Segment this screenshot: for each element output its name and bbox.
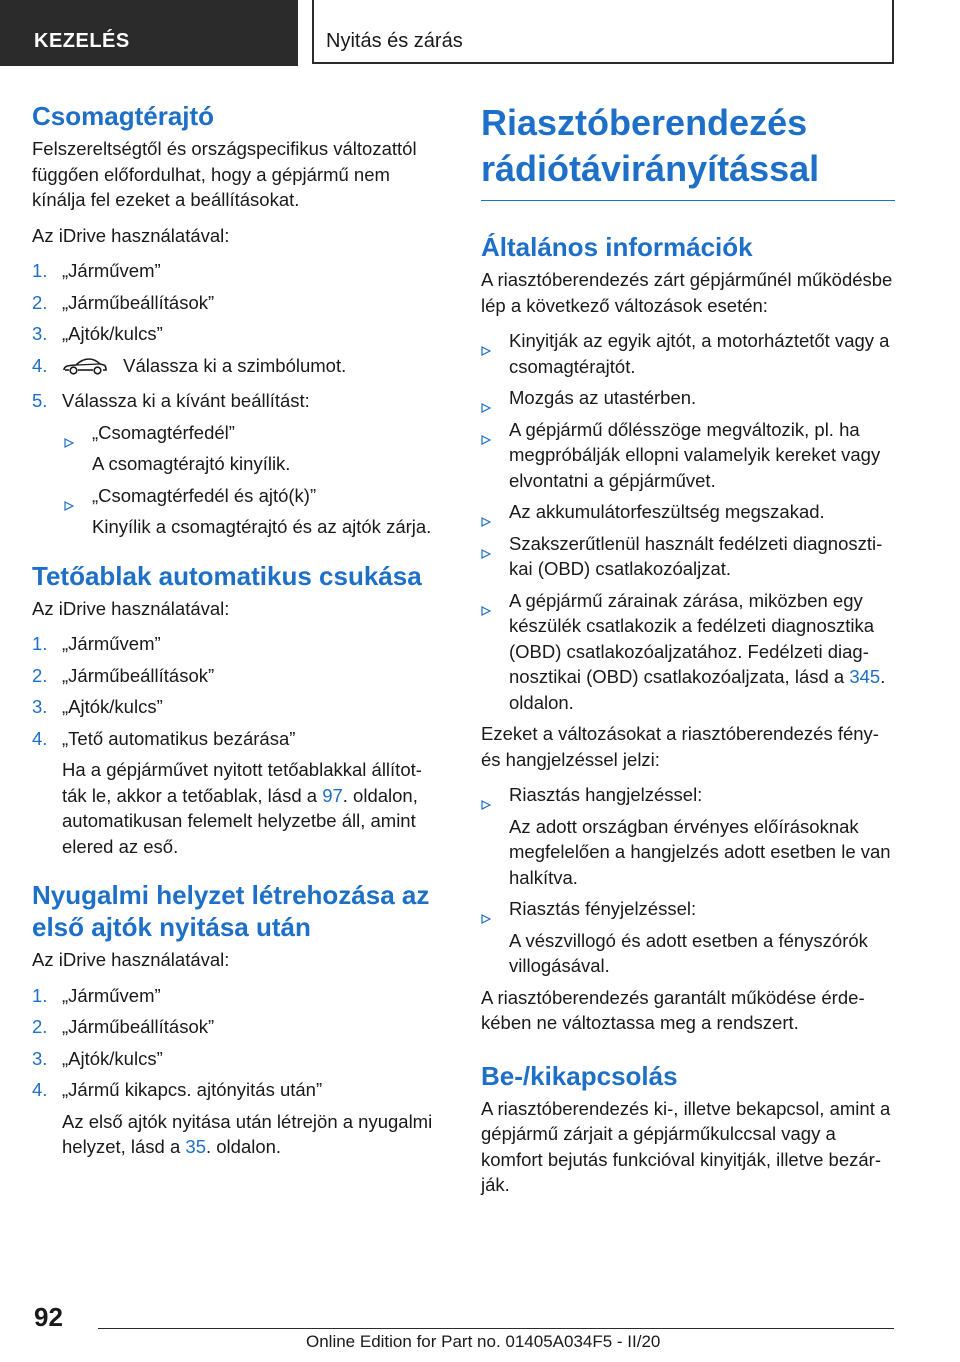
car-outline-icon [62,356,108,383]
list-item: Az akkumulátorfeszültség megszakad. [481,499,895,525]
list-item: A gépjármű dőlésszöge megváltozik, pl. ha megpróbálják ellopni valamelyik kereket vagy elvontatni a gépjárművet. [481,417,895,494]
option-item [62,420,440,477]
step-text: „Jármű kikapcs. ajtónyitás után” [62,1079,323,1100]
section-title-sunroof: Tetőablak automatikus csukása [32,560,422,591]
footer-rule [98,1328,894,1329]
page-link[interactable]: 97 [322,784,343,806]
list-item: Szakszerűtlenül használt fedélzeti diagnosztikai (OBD) csatlakozóaljzat. [481,531,895,582]
step-text: „Járműbeállítások” [62,664,215,686]
rest-steps [32,983,440,1160]
signal-list [481,782,895,979]
triangle-right-icon [481,905,491,931]
tailgate-steps [32,258,440,540]
general-intro: A riasztóberendezés zárt gépjárműnél működésbe lép a következő változások esetén: [481,269,893,316]
left-column [32,100,440,1166]
list-item [32,631,440,657]
tailgate-intro: Felszereltségtől és országspecifikus változattól függően előfordulhat, hogy a gépjármű nem kínálja fel ezeket a beállításokat. [32,138,417,210]
rest-idrive: Az iDrive használatával: [32,949,230,970]
step-number: 1. [32,984,48,1006]
step-number: 1. [32,260,48,281]
step-text: Válassza ki a kívánt beállítást: [62,390,310,411]
list-item [32,663,440,689]
list-item [32,321,440,347]
option-item [62,483,440,540]
section-title-rest-mode: Nyugalmi helyzet létrehozása az első ajtók nyitása után [32,880,430,942]
step-number: 4. [32,354,48,376]
step-text: „Járműbeállítások” [62,1016,215,1037]
signal-label: Riasztás hangjelzéssel: [509,784,703,805]
step-number: 2. [32,1016,48,1037]
section-tab: KEZELÉS [0,0,298,66]
step-number: 3. [32,696,48,717]
triangle-right-icon [481,426,491,452]
signal-label: Riasztás fényjelzéssel: [509,898,697,919]
option-desc: A csomagtérajtó kinyílik. [92,453,291,474]
step-text: „Ajtók/kulcs” [62,696,163,717]
step-number: 1. [32,633,48,654]
list-item [32,353,440,383]
page-link[interactable]: 345 [849,666,881,687]
step-text: „Tető automatikus bezárása” [62,727,296,749]
triangle-right-icon [481,540,491,566]
step-number: 2. [32,291,48,313]
list-item [32,1046,440,1072]
step-number: 3. [32,323,48,344]
list-item [32,983,440,1009]
list-item [32,726,440,860]
list-item [481,782,895,890]
guarantee-text: A riasztóberendezés garantált működése érdekében ne változtassa meg a rendszert. [481,986,865,1033]
list-item [32,1014,440,1040]
list-item [32,290,440,316]
step-number: 2. [32,664,48,686]
step-text: „Járművem” [62,633,161,654]
sunroof-steps [32,631,440,859]
step-text: „Járművem” [62,260,161,281]
page-number: 92 [34,1302,63,1332]
step-text: „Ajtók/kulcs” [62,323,163,344]
step-desc: Az első ajtók nyitása után létrejön a nyugalmi helyzet, lásd a 35. oldalon. [62,1110,433,1157]
list-item [32,388,440,540]
page-footer [0,1290,960,1362]
triangle-right-icon [64,429,74,455]
list-item: Kinyitják az egyik ajtót, a motorháztetőt vagy a csomagtérajtót. [481,328,895,379]
list-item: A gépjármű zárainak zárása, miközben egy készülék csatlakozik a fedélzeti diagnosztika (OBD) csatlakozóaljzatához. Fedélzeti diagnosztikai (OBD) csatlakozóaljzata, lásd a 345. oldalon. [481,588,895,716]
step-text: „Járműbeállítások” [62,291,215,313]
signal-desc: A vészvillogó és adott esetben a fényszórók villogásával. [509,929,868,976]
step-text: „Járművem” [62,984,161,1006]
option-desc: Kinyílik a csomagtérajtó és az ajtók zárja. [92,516,432,537]
option-label: „Csomagtérfedél és ajtó(k)” [92,484,317,506]
edition-text: Online Edition for Part no. 01405A034F5 - II/20 [306,1332,661,1351]
step-number: 3. [32,1047,48,1069]
section-title-onoff: Be-/kikapcsolás [481,1060,678,1091]
section-title-general: Általános információk [481,232,753,262]
heading-rule [481,200,895,201]
right-column [481,100,895,1208]
list-item [32,258,440,284]
page-header [0,0,960,66]
step-desc: Ha a gépjárművet nyitott tetőablakkal állították le, akkor a tetőablak, lásd a 97. oldalon, automatikusan felemelt helyzetbe áll, amint elered az eső. [62,759,422,857]
step-text: „Ajtók/kulcs” [62,1047,163,1069]
list-item: Mozgás az utastérben. [481,385,895,411]
step-number: 4. [32,727,48,749]
step-number: 4. [32,1079,48,1100]
page-link[interactable]: 35 [185,1136,206,1157]
step-text: Válassza ki a szimbólumot. [123,354,347,376]
section-title-tailgate: Csomagtérajtó [32,101,215,131]
triangle-right-icon [481,337,491,363]
signal-intro: Ezeket a változásokat a riasztóberendezés fény- és hangjelzéssel jelzi: [481,723,879,770]
step-number: 5. [32,390,48,411]
signal-desc: Az adott országban érvényes előírásoknak megfelelően a hangjelzés adott esetben le van halkítva. [509,815,891,888]
chapter-heading: Riasztóberendezés rádiótávirányítással [481,102,820,189]
list-item [481,896,895,979]
tailgate-idrive: Az iDrive használatával: [32,224,230,246]
chapter-title: Nyitás és zárás [312,0,894,64]
onoff-text: A riasztóberendezés ki-, illetve bekapcsol, amint a gépjármű zárjait a gépjárműkulccsal vagy a komfort bejutás funkcióval kinyitják, illetve bezárják. [481,1097,891,1195]
triangle-right-icon [481,791,491,817]
triangle-right-icon [64,492,74,518]
option-label: „Csomagtérfedél” [92,421,235,443]
trigger-list [481,328,895,715]
list-item [32,694,440,720]
triangle-right-icon [481,597,491,623]
sunroof-idrive: Az iDrive használatával: [32,597,230,619]
list-item [32,1077,440,1160]
